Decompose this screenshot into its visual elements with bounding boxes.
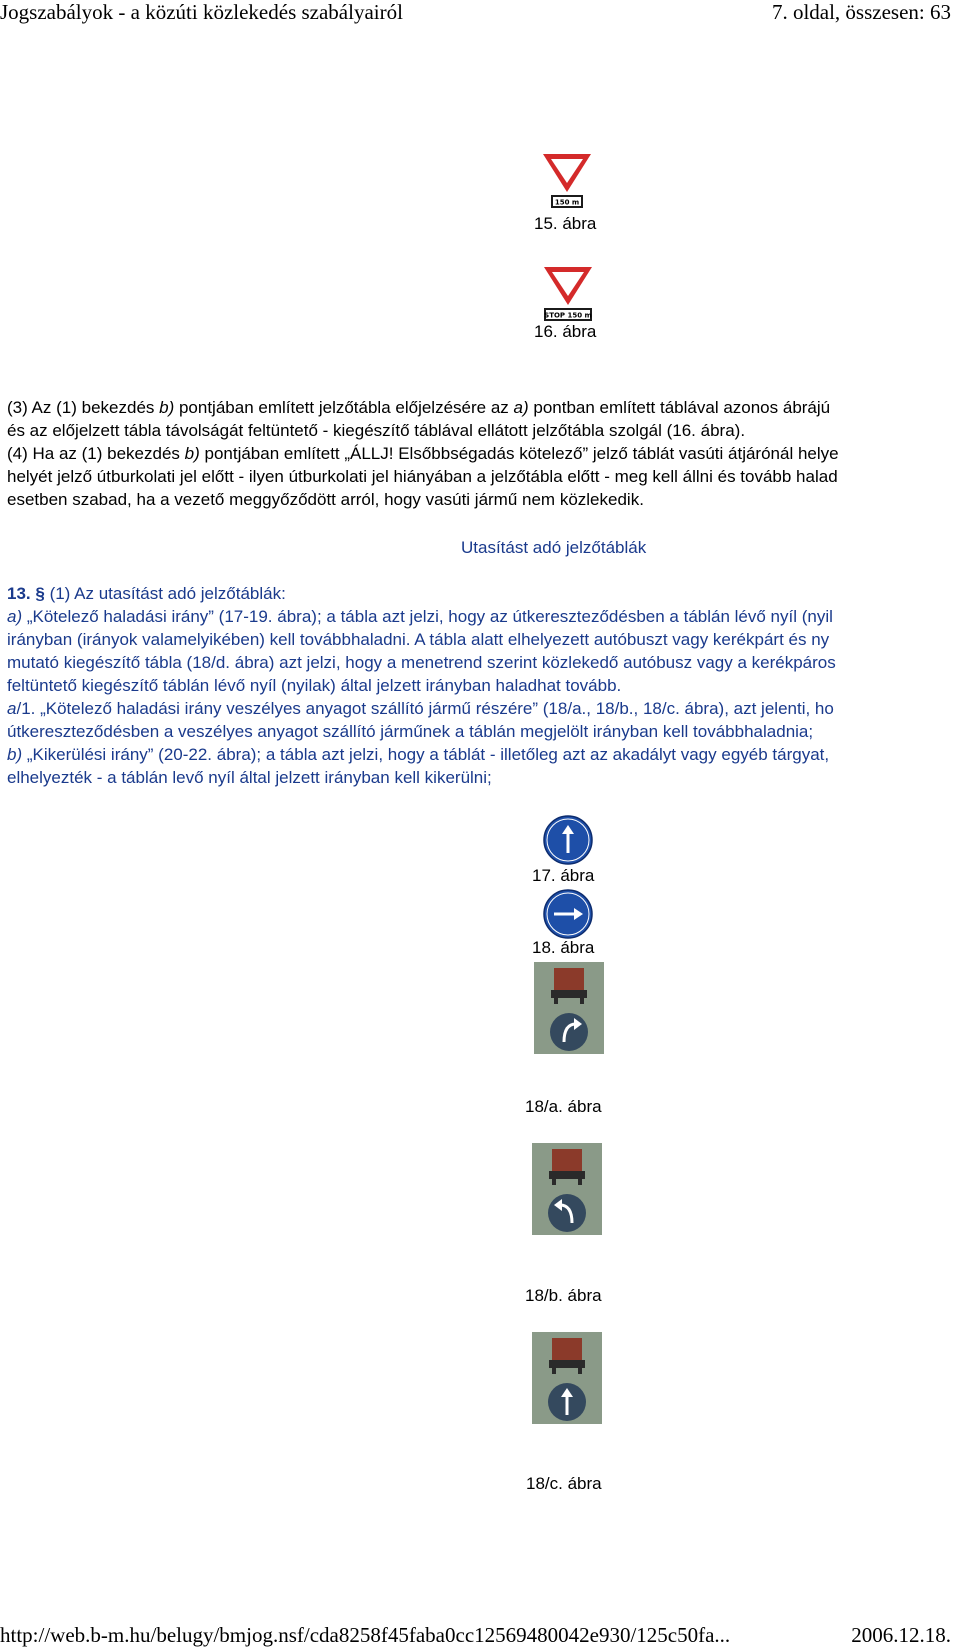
hazardous-vehicle-straight-sign-icon (532, 1332, 602, 1424)
hazardous-vehicle-turn-left-sign-icon (532, 1143, 602, 1235)
plate-text: 150 m (554, 198, 580, 207)
footer-date: 2006.12.18. (851, 1623, 951, 1647)
figure-caption-16: 16. ábra (534, 322, 597, 341)
item-a1-line-2: útkereszteződésben a veszélyes anyagot szállító járműnek a táblán megjelölt irányban kell továbbhaladnia; (7, 722, 814, 741)
yield-sign-with-stop-plate-icon (541, 265, 595, 323)
item-a-line-1: a) „Kötelező haladási irány” (17-19. ábra); a tábla azt jelzi, hogy az útkereszteződésben a táblán lévő nyíl (nyil (7, 607, 833, 626)
figure-caption-15: 15. ábra (534, 214, 597, 233)
header-page-number: 7. oldal, összesen: 63 (771, 0, 951, 24)
section-13-intro: 13. § (1) Az utasítást adó jelzőtáblák: (7, 584, 286, 603)
item-b-line-1: b) „Kikerülési irány” (20-22. ábra); a tábla azt jelzi, hogy a táblát - illetőleg azt az akadályt vagy egyéb tárgyat, (7, 745, 830, 764)
paragraph-4-line-2: helyét jelző útburkolati jel előtt - ilyen útburkolati jel hiányában a jelzőtábla előtt - meg kell állni és tovább halad (7, 467, 838, 486)
hazardous-vehicle-turn-right-sign-icon (534, 962, 604, 1054)
item-a1-line-1: a/1. „Kötelező haladási irány veszélyes anyagot szállító jármű részére” (18/a., 18/b., 18/c. ábra), azt jelenti, ho (7, 699, 834, 718)
mandatory-turn-right-sign-icon (543, 889, 593, 939)
footer-url: http://web.b-m.hu/belugy/bmjog.nsf/cda8258f45faba0cc12569480042e930/125c50fa... (0, 1623, 731, 1647)
paragraph-3-line-1: (3) Az (1) bekezdés b) pontjában említett jelzőtábla előjelzésére az a) pontban említett táblával azonos ábrájú (7, 398, 831, 417)
section-heading: Utasítást adó jelzőtáblák (461, 538, 647, 557)
paragraph-4-line-3: esetben szabad, ha a vezető meggyőződött arról, hogy vasúti jármű nem közlekedik. (7, 490, 644, 509)
paragraph-3-line-2: és az előjelzett tábla távolságát feltüntető - kiegészítő táblával ellátott jelzőtábla szolgál (16. ábra). (7, 421, 746, 440)
plate-text: STOP 150 m (544, 311, 592, 320)
figure-caption-18a: 18/a. ábra (525, 1097, 602, 1116)
item-a-line-3: mutató kiegészítő tábla (18/d. ábra) azt jelzi, hogy a menetrend szerint közlekedő autóbusz vagy a kerékpáros (7, 653, 836, 672)
item-b-line-2: elhelyezték - a táblán levő nyíl által jelzett irányban kell kikerülni; (7, 768, 492, 787)
figure-caption-18c: 18/c. ábra (526, 1474, 602, 1493)
paragraph-4-line-1: (4) Ha az (1) bekezdés b) pontjában említett „ÁLLJ! Elsőbbségadás kötelező” jelző táblát vasúti átjárónál helye (7, 444, 839, 463)
header-title: Jogszabályok - a közúti közlekedés szabályairól (0, 0, 403, 24)
item-a-line-4: feltüntető kiegészítő táblán lévő nyíl (nyilak) által jelzett irányban haladhat tovább. (7, 676, 622, 695)
figure-caption-17: 17. ábra (532, 866, 595, 885)
figure-caption-18b: 18/b. ábra (525, 1286, 602, 1305)
figure-caption-18: 18. ábra (532, 938, 595, 957)
item-a-line-2: irányban (irányok valamelyikében) kell továbbhaladni. A tábla alatt elhelyezett autóbuszt vagy kerékpárt és ny (7, 630, 830, 649)
mandatory-straight-ahead-sign-icon (543, 815, 593, 865)
yield-sign-with-distance-plate-icon (541, 152, 593, 210)
